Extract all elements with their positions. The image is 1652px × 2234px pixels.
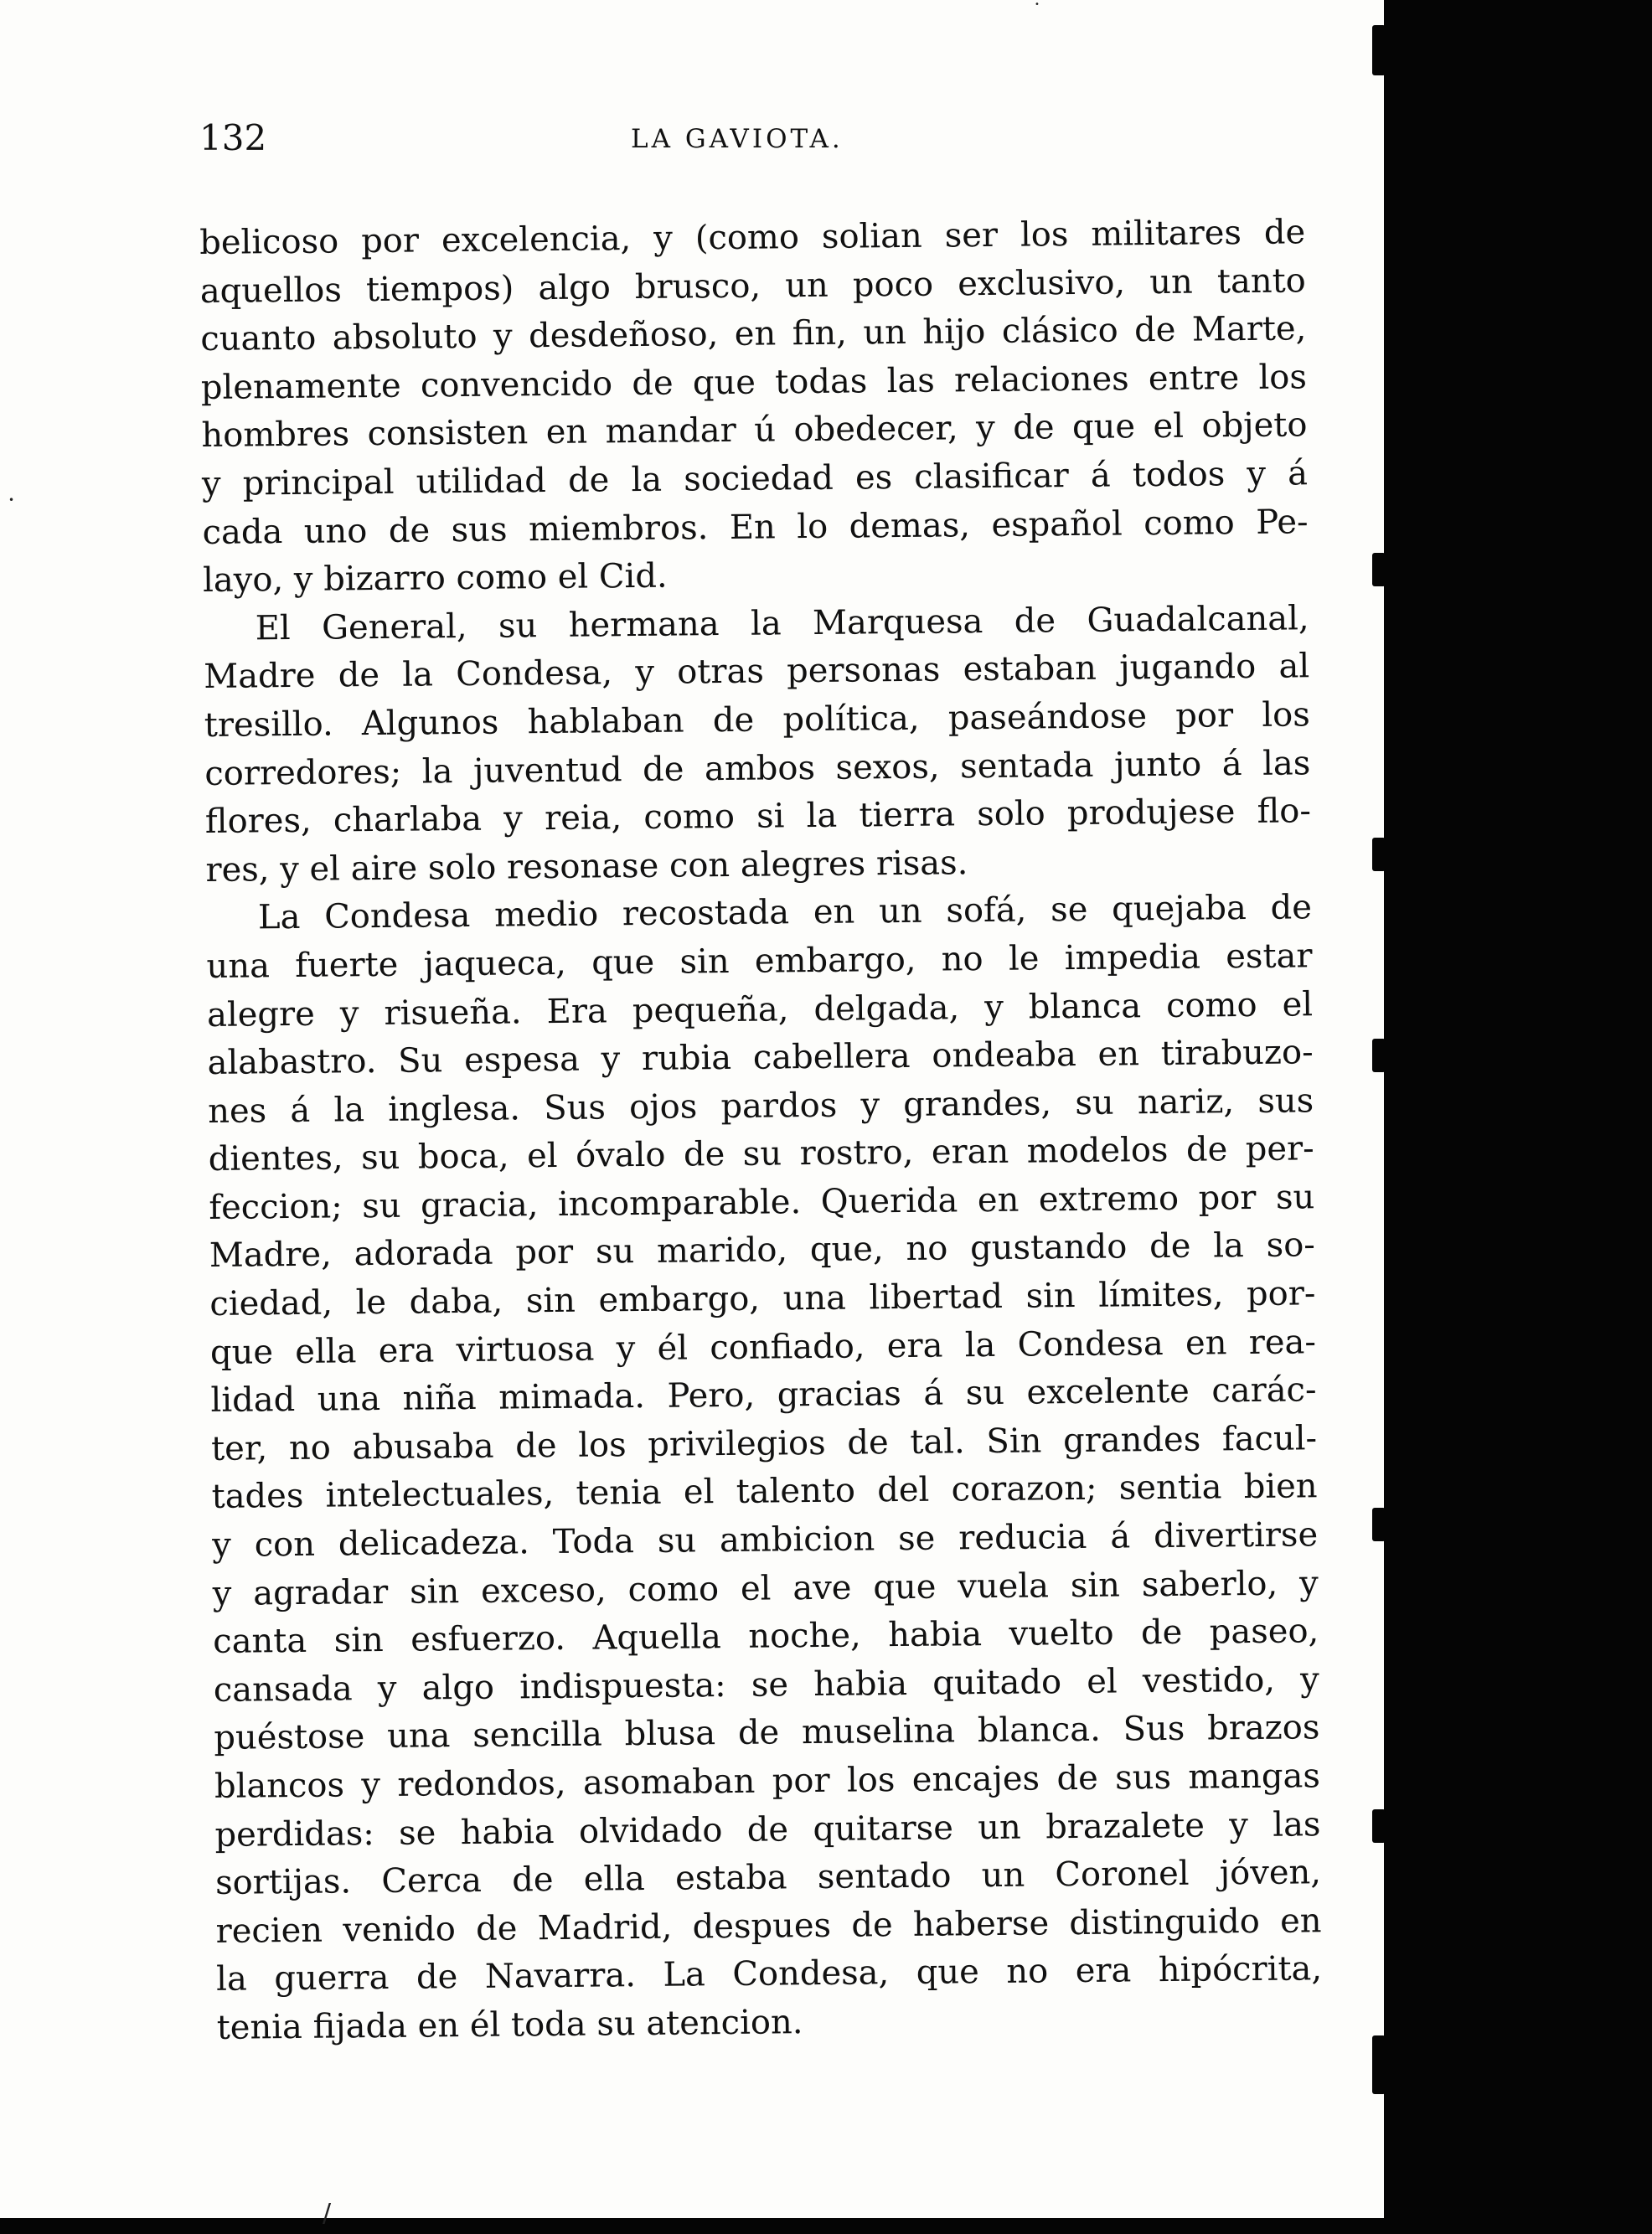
text-line: flores, charlaba y reia, como si la tierra solo produjese flo- (204, 792, 1312, 842)
paragraph-3 (206, 885, 1323, 2053)
text-line: ciedad, le daba, sin embargo, una libertad sin límites, por- (209, 1274, 1316, 1324)
text-line: recien venido de Madrid, despues de haberse distinguido en (215, 1901, 1322, 1951)
scan-edge-mark (1372, 1039, 1386, 1072)
text-line: res, y el aire solo resonase con alegres risas. (205, 843, 968, 890)
text-line: canta sin esfuerzo. Aquella noche, habia vuelto de paseo, (213, 1612, 1319, 1662)
text-line: tresillo. Algunos hablaban de política, paseándose por los (204, 695, 1310, 745)
running-title: LA GAVIOTA. (631, 124, 844, 154)
book-page (199, 117, 1323, 2053)
paragraph-1 (199, 209, 1309, 605)
scan-speck: • (1035, 0, 1040, 9)
text-line: alegre y risueña. Era pequeña, delgada, y blanca como el (206, 984, 1314, 1034)
text-line: feccion; su gracia, incomparable. Querida en extremo por su (209, 1178, 1315, 1227)
text-line: sortijas. Cerca de ella estaba sentado un Coronel jóven, (214, 1853, 1322, 1903)
text-line: Madre de la Condesa, y otras personas estaban jugando al (204, 647, 1310, 697)
text-line: perdidas: se habia olvidado de quitarse un brazalete y las (214, 1804, 1321, 1855)
text-line: ter, no abusaba de los privilegios de tal. Sin grandes facul- (210, 1419, 1318, 1468)
scan-border-bottom (0, 2218, 1652, 2234)
text-line: una fuerte jaqueca, que sin embargo, no le impedia estar (206, 936, 1313, 986)
text-line: tades intelectuales, tenia el talento del corazon; sentia bien (211, 1467, 1318, 1517)
text-line: tenia fijada en él toda su atencion. (216, 2003, 803, 2047)
text-line: Madre, adorada por su marido, que, no gustando de la so- (209, 1225, 1316, 1276)
text-line: puéstose una sencilla blusa de muselina blanca. Sus brazos (214, 1708, 1320, 1758)
text-line: y agradar sin exceso, como el ave que vuela sin saberlo, y (212, 1563, 1319, 1613)
scan-edge-mark (1372, 2035, 1386, 2094)
text-line: layo, y bizarro como el Cid. (202, 556, 668, 601)
text-line: hombres consisten en mandar ú obedecer, y de que el objeto (201, 405, 1308, 456)
text-line: corredores; la juventud de ambos sexos, sentada junto á las (204, 743, 1311, 793)
running-head (199, 117, 1305, 168)
scan-edge-mark (1372, 553, 1386, 586)
scan-stray-mark: / (323, 2199, 332, 2228)
text-line: la guerra de Navarra. La Condesa, que no era hipócrita, (215, 1949, 1323, 1999)
scan-speck: • (8, 494, 15, 506)
text-line: cansada y algo indispuesta: se habia quitado el vestido, y (213, 1660, 1320, 1710)
text-line: blancos y redondos, asomaban por los encajes de sus mangas (214, 1757, 1321, 1806)
text-line: dientes, su boca, el óvalo de su rostro, eran modelos de per- (208, 1129, 1314, 1179)
scan-border-right (1384, 0, 1652, 2234)
text-line: nes á la inglesa. Sus ojos pardos y grandes, su nariz, sus (207, 1081, 1314, 1131)
paragraph-2 (203, 595, 1311, 895)
text-line: y principal utilidad de la sociedad es clasificar á todos y á (201, 454, 1309, 503)
scan-edge-mark (1372, 838, 1386, 871)
scan-edge-mark (1372, 25, 1386, 75)
scan-edge-mark (1372, 1508, 1386, 1541)
scan-edge-mark (1372, 1809, 1386, 1843)
text-line: cuanto absoluto y desdeñoso, en fin, un hijo clásico de Marte, (200, 309, 1307, 359)
text-line: alabastro. Su espesa y rubia cabellera ondeaba en tirabuzo- (207, 1033, 1314, 1083)
text-line: que ella era virtuosa y él confiado, era la Condesa en rea- (209, 1322, 1317, 1372)
text-line: cada uno de sus miembros. En lo demas, español como Pe- (202, 502, 1309, 552)
text-line: aquellos tiempos) algo brusco, un poco exclusivo, un tanto (199, 261, 1306, 311)
text-line: plenamente convencido de que todas las relaciones entre los (200, 358, 1308, 407)
text-line: El General, su hermana la Marquesa de Guadalcanal, (255, 599, 1309, 648)
text-line: lidad una niña mimada. Pero, gracias á su excelente carác- (210, 1370, 1317, 1421)
text-line: belicoso por excelencia, y (como solian ser los militares de (199, 213, 1306, 262)
page-number: 132 (199, 117, 267, 158)
body-text (199, 209, 1323, 2052)
text-line: La Condesa medio recostada en un sofá, se quejaba de (257, 888, 1313, 937)
text-line: y con delicadeza. Toda su ambicion se reducia á divertirse (211, 1515, 1319, 1565)
